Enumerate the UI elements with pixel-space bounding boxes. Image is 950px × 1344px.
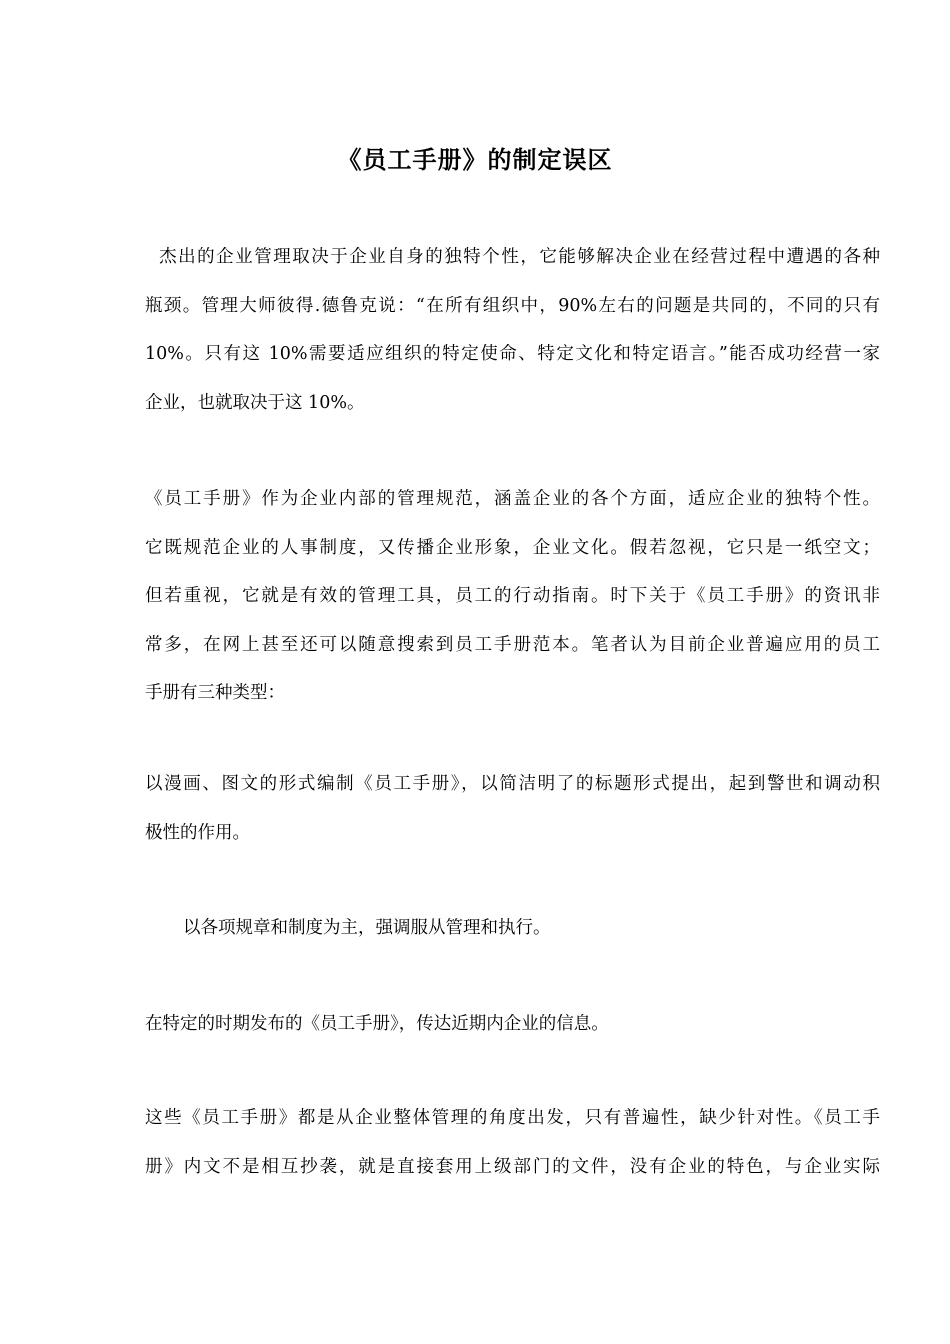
paragraph-line: 瓶颈。管理大师彼得.德鲁克说：“在所有组织中，90%左右的问题是共同的，不同的只有 bbox=[145, 295, 880, 316]
paragraph-line: 册》内文不是相互抄袭，就是直接套用上级部门的文件，没有企业的特色，与企业实际 bbox=[145, 1156, 880, 1177]
paragraph-type-three bbox=[145, 1000, 880, 1049]
paragraph-line: 它既规范企业的人事制度，又传播企业形象，企业文化。假若忽视，它只是一纸空文； bbox=[145, 537, 880, 558]
paragraph-type-one bbox=[145, 760, 880, 857]
paragraph-line: 手册有三种类型： bbox=[145, 683, 285, 703]
paragraph-line: 以各项规章和制度为主，强调服从管理和执行。 bbox=[183, 918, 551, 938]
paragraph-line: 《员工手册》作为企业内部的管理规范，涵盖企业的各个方面，适应企业的独特个性。 bbox=[145, 489, 880, 509]
paragraph-line: 10%。只有这 10%需要适应组织的特定使命、特定文化和特定语言。”能否成功经营一家 bbox=[145, 344, 880, 364]
paragraph-intro bbox=[145, 233, 880, 427]
document-title: 《员工手册》的制定误区 bbox=[337, 146, 613, 174]
paragraph-line: 常多，在网上甚至还可以随意搜索到员工手册范本。笔者认为目前企业普遍应用的员工 bbox=[145, 634, 880, 655]
paragraph-line: 这些《员工手册》都是从企业整体管理的角度出发，只有普遍性，缺少针对性。《员工手 bbox=[145, 1108, 880, 1128]
paragraph-line: 但若重视，它就是有效的管理工具，员工的行动指南。时下关于《员工手册》的资讯非 bbox=[145, 586, 880, 606]
paragraph-line: 以漫画、图文的形式编制《员工手册》，以简洁明了的标题形式提出，起到警世和调动积 bbox=[145, 774, 880, 794]
paragraph-line: 极性的作用。 bbox=[145, 822, 250, 843]
paragraph-line: 在特定的时期发布的《员工手册》，传达近期内企业的信息。 bbox=[145, 1014, 609, 1034]
paragraph-handbook-role bbox=[145, 475, 880, 718]
paragraph-type-two bbox=[145, 904, 918, 953]
paragraph-line: 杰出的企业管理取决于企业自身的独特个性，它能够解决企业在经营过程中遭遇的各种 bbox=[145, 247, 880, 267]
paragraph-conclusion bbox=[145, 1094, 880, 1191]
paragraph-line: 企业，也就取决于这 10%。 bbox=[145, 392, 365, 413]
